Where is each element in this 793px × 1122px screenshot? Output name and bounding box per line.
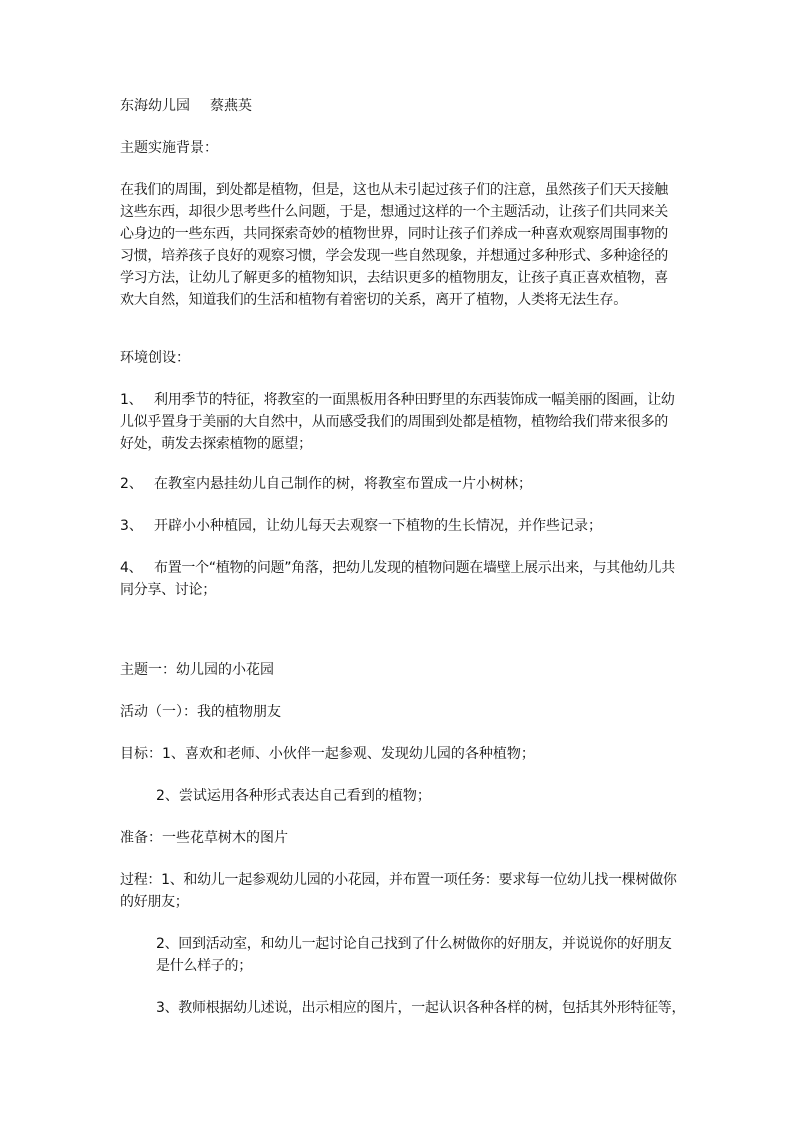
environment-item-4-text: 布置一个“植物的问题”角落，把幼儿发现的植物问题在墙壁上展示出来，与其他幼儿共同分享、讨论； [120, 560, 675, 598]
author-name: 蔡燕英 [210, 98, 252, 114]
activity1-title: 活动（一）：我的植物朋友 [120, 704, 281, 720]
environment-item-3-text: 开辟小小种植园，让幼儿每天去观察一下植物的生长情况，并作些记录； [154, 518, 602, 534]
environment-item-3 [120, 515, 680, 537]
process-step-1: 过程：1、和幼儿一起参观幼儿园的小花园，并布置一项任务：要求每一位幼儿找一棵树做你的好朋友； [120, 872, 677, 910]
environment-item-4 [120, 557, 680, 601]
environment-item-1-num: 1、 [120, 392, 143, 408]
process-step-3: 3、教师根据幼儿述说，出示相应的图片，一起认识各种各样的树，包括其外形特征等， [156, 1000, 686, 1016]
environment-item-4-num: 4、 [120, 560, 143, 576]
process-step-2: 2、回到活动室，和幼儿一起讨论自己找到了什么树做你的好朋友，并说说你的好朋友是什么样子的； [156, 936, 672, 974]
environment-item-1 [120, 389, 680, 455]
school-name: 东海幼儿园 [120, 98, 190, 114]
background-body: 在我们的周围，到处都是植物，但是，这也从未引起过孩子们的注意，虽然孩子们天天接触这些东西，却很少思考些什么问题，于是，想通过这样的一个主题活动，让孩子们共同来关心身边的一些东西，共同探索奇妙的植物世界，同时让孩子们养成一种喜欢观察周围事物的习惯，培养孩子良好的观察习惯，学会发现一些自然现象，并想通过多种形式、多种途径的学习方法，让幼儿了解更多的植物知识，去结识更多的植物朋友，让孩子真正喜欢植物，喜欢大自然，知道我们的生活和植物有着密切的关系，离开了植物，人类将无法生存。 [120, 182, 668, 308]
prep-line: 准备：一些花草树木的图片 [120, 830, 288, 846]
environment-item-2-text: 在教室内悬挂幼儿自己制作的树，将教室布置成一片小树林； [154, 476, 532, 492]
goal-line-2: 2、尝试运用各种形式表达自己看到的植物； [156, 788, 431, 804]
goal-line-1: 目标：1、喜欢和老师、小伙伴一起参观、发现幼儿园的各种植物； [120, 746, 535, 762]
environment-item-2 [120, 473, 680, 495]
environment-item-3-num: 3、 [120, 518, 143, 534]
environment-heading: 环境创设： [120, 350, 190, 366]
environment-item-2-num: 2、 [120, 476, 143, 492]
header-line [120, 95, 680, 117]
theme1-title: 主题一：幼儿园的小花园 [120, 662, 274, 678]
background-heading: 主题实施背景： [120, 140, 218, 156]
environment-item-1-text: 利用季节的特征，将教室的一面黑板用各种田野里的东西装饰成一幅美丽的图画，让幼儿似乎置身于美丽的大自然中，从而感受我们的周围到处都是植物，植物给我们带来很多的好处，萌发去探索植物的愿望； [120, 392, 675, 452]
